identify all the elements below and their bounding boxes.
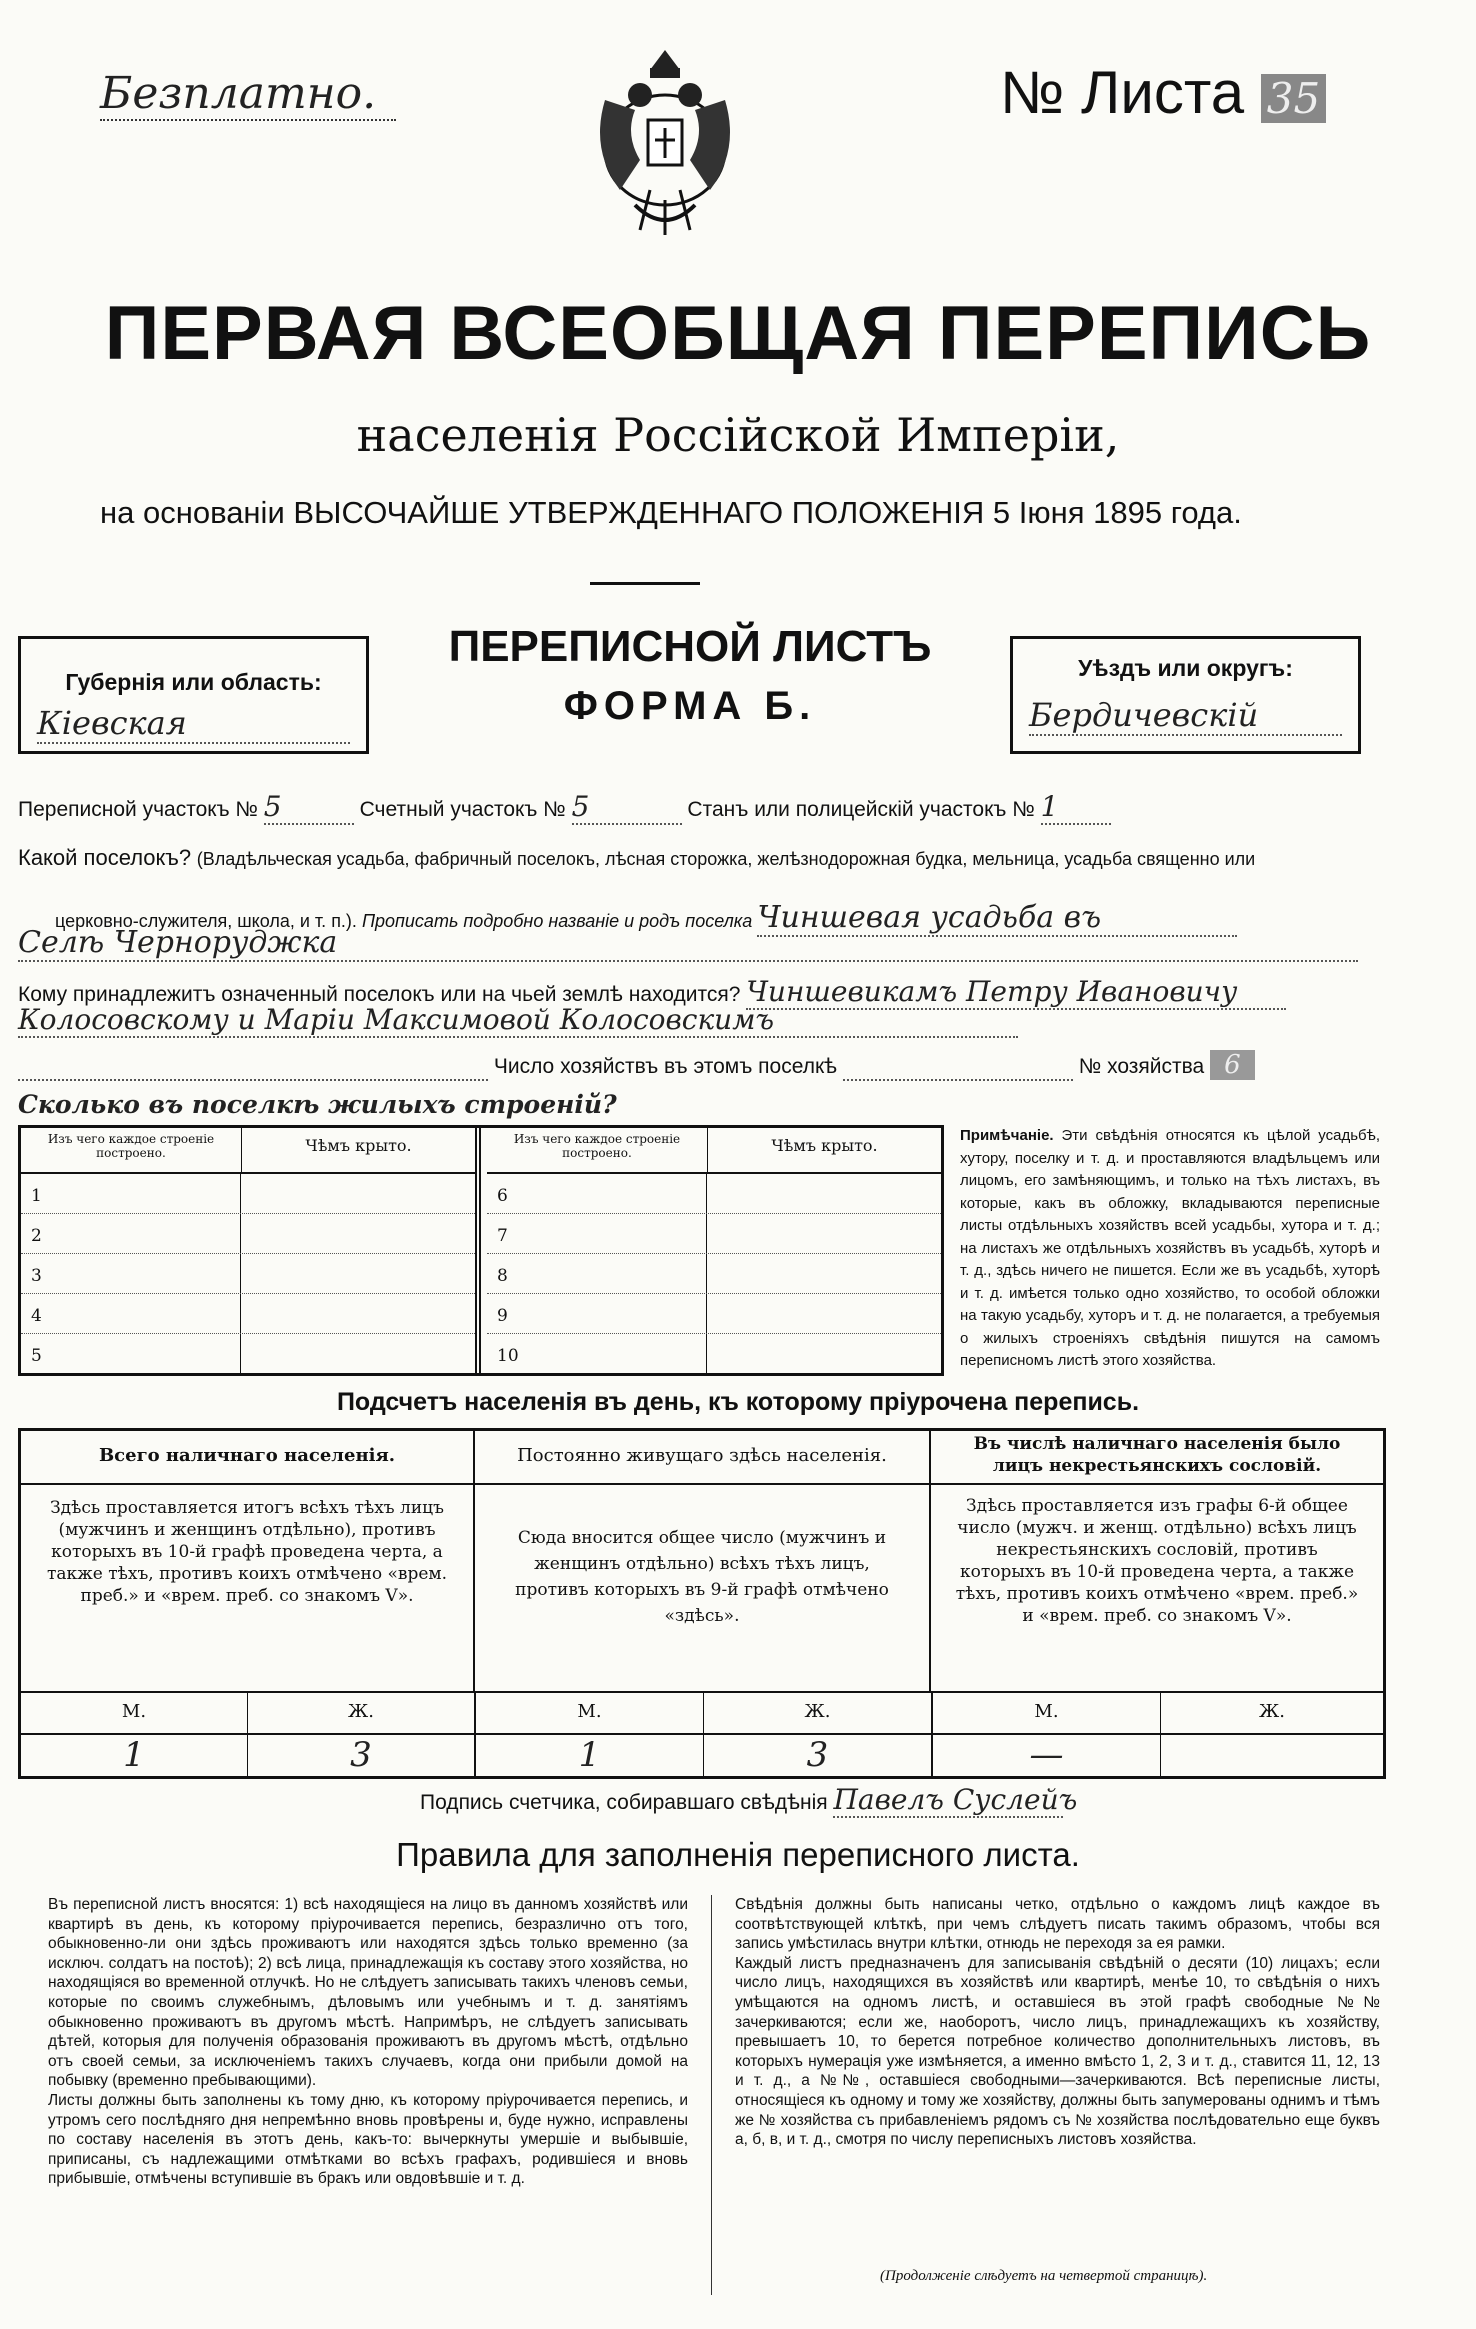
count-col-total <box>21 1431 475 1691</box>
buildings-left-table <box>21 1128 481 1373</box>
divider <box>590 582 700 585</box>
count-col-total-head: Всего наличнаго населенія. <box>21 1431 473 1485</box>
building-row-number: 6 <box>487 1174 707 1213</box>
building-row <box>21 1214 475 1254</box>
stan-label: Станъ или полицейскій участокъ № <box>687 798 1035 821</box>
building-row-number: 9 <box>487 1294 707 1333</box>
stan-value: 1 <box>1041 790 1111 825</box>
settlement-instruction: Прописать подробно названіе и родъ поселка <box>361 911 753 931</box>
settlement-value-2: Селѣ Черноруджка <box>18 925 1358 962</box>
count-value-noble-m: — <box>933 1735 1161 1778</box>
sheet-number <box>1000 58 1326 127</box>
count-col-permanent <box>475 1431 931 1691</box>
owner-label: Кому принадлежитъ означенный поселокъ или на чьей землѣ находится? <box>18 983 741 1006</box>
building-row-roof <box>707 1174 941 1213</box>
buildings-label: Сколько въ поселкѣ жилыхъ строеній? <box>18 1090 617 1119</box>
building-row <box>21 1174 475 1214</box>
m-label-1: М. <box>21 1693 248 1733</box>
count-col-noble-head: Въ числѣ наличнаго населенія было лицъ некрестьянскихъ сословій. <box>931 1431 1383 1485</box>
settlement-label: Какой поселокъ? <box>18 845 192 870</box>
settlement-value-1: Чиншевая усадьба въ <box>757 900 1237 937</box>
gubernia-label: Губернія или область: <box>65 669 322 695</box>
household-no-value: 6 <box>1210 1050 1255 1080</box>
building-row <box>487 1254 941 1294</box>
owner-value-2: Колосовскому и Маріи Максимовой Колосовскимъ <box>18 1003 1018 1038</box>
roof-header-2: Чѣмъ крыто. <box>771 1136 878 1155</box>
building-row <box>21 1254 475 1294</box>
basis-line: на основаніи ВЫСОЧАЙШЕ УТВЕРЖДЕННАГО ПОЛОЖЕНІЯ 5 Іюня 1895 года. <box>100 495 1242 530</box>
schetny-value: 5 <box>572 790 682 825</box>
building-row-number: 1 <box>21 1174 241 1213</box>
count-values <box>21 1735 1383 1778</box>
households-line <box>18 1050 1378 1081</box>
roof-header: Чѣмъ крыто. <box>305 1136 412 1155</box>
count-col-permanent-text: Сюда вносится общее число (мужчинъ и женщинъ отдѣльно) всѣхъ тѣхъ лицъ, противъ которыхъ въ 9-й графѣ отмѣчено «здѣсь». <box>515 1528 889 1626</box>
note <box>960 1125 1380 1373</box>
building-row-number: 2 <box>21 1214 241 1253</box>
rules-right: Свѣдѣнія должны быть написаны четко, отдѣльно о каждомъ лицѣ каждое въ соотвѣтствующей клѣткѣ, при чемъ слѣдуетъ писать такимъ образомъ, чтобы вся запись умѣстилась внутри клѣтки, отнюдь не переходя за ея рамки. Каждый листъ предназначенъ для записыванія свѣдѣній о десяти (10) лицахъ; если число лицъ, находящихся въ хозяйствѣ или квартирѣ, менѣе 10, то свѣдѣнія о нихъ умѣщаются на одномъ листѣ, и оставшіеся въ этой графѣ свободные №№ зачеркиваются; если же, наоборотъ, число лицъ, принадлежащихъ къ хозяйству, превышаетъ 10, то берется потребное количество дополнительныхъ листовъ, въ которыхъ нумерація уже измѣняется, а именно вмѣсто 1, 2, 3 и т. д., ставится 11, 12, 13 и т. д., а №№, оставшіеся свободными—зачеркиваются. Всѣ переписные листы, относящіеся къ одному и тому же хозяйству, должны быть запумерованы однимъ и тѣмъ же № хозяйства съ прибавленіемъ рядомъ съ № хозяйства послѣдовательно еще буквъ а, б, в, и т. д., смотря по числу переписныхъ листовъ хозяйства. <box>735 1896 1380 2149</box>
sheet-number-value: 35 <box>1261 74 1326 123</box>
page-subtitle: населенія Россійской Имперіи, <box>356 408 1120 462</box>
building-row <box>21 1294 475 1334</box>
form-name: ФОРМА Б. <box>563 684 817 728</box>
settlement-hint: (Владѣльческая усадьба, фабричный поселокъ, лѣсная сторожка, желѣзнодорожная будка, мельница, усадьба священно или <box>196 849 1256 869</box>
building-row <box>487 1334 941 1373</box>
building-row-number: 7 <box>487 1214 707 1253</box>
rules-continuation: (Продолженіе слѣдуетъ на четвертой страницѣ). <box>880 2268 1208 2284</box>
count-value-total-zh: 3 <box>248 1735 476 1778</box>
building-row-roof <box>241 1254 475 1293</box>
zh-label-1: Ж. <box>248 1693 476 1733</box>
count-mf-header <box>21 1693 1383 1735</box>
building-row-roof <box>707 1254 941 1293</box>
count-value-noble-zh <box>1161 1735 1383 1778</box>
owner-value-1: Чиншевикамъ Петру Ивановичу <box>746 975 1286 1010</box>
count-col-noble-text: Здѣсь проставляется изъ графы 6-й общее число (мужч. и женщ. отдѣльно) всѣхъ лицъ некрестьянскихъ сословій, противъ которыхъ въ 10-й проведена черта, а также тѣхъ, противъ коихъ отмѣчено «врем. преб.» и «врем. преб. со знакомъ V». <box>955 1496 1359 1626</box>
building-row-roof <box>241 1174 475 1213</box>
count-col-permanent-head: Постоянно живущаго здѣсь населенія. <box>475 1431 929 1485</box>
count-table <box>18 1428 1386 1779</box>
building-row-roof <box>241 1214 475 1253</box>
building-row-number: 10 <box>487 1334 707 1373</box>
building-row <box>487 1214 941 1254</box>
settlement-line <box>18 845 1398 871</box>
building-row <box>487 1174 941 1214</box>
note-title: Примѣчаніе. <box>960 1127 1054 1144</box>
building-row-roof <box>241 1334 475 1373</box>
signature-value: Павелъ Суслейъ <box>833 1783 1078 1816</box>
list-title: ПЕРЕПИСНОЙ ЛИСТЪ <box>448 622 932 671</box>
building-row-roof <box>707 1294 941 1333</box>
household-no-label: № хозяйства <box>1078 1055 1205 1078</box>
uchastok-value: 5 <box>264 790 354 825</box>
sheet-number-label: № Листа <box>1000 59 1245 126</box>
rules-title: Правила для заполненія переписного листа. <box>396 1836 1080 1873</box>
m-label-2: М. <box>476 1693 704 1733</box>
rules-left: Въ переписной листъ вносятся: 1) всѣ находящіеся на лицо въ данномъ хозяйствѣ или квартирѣ въ день, къ которому пріурочивается перепись, безразлично отъ того, обыкновенно-ли они здѣсь проживаютъ или находятся здѣсь только временно (за исключ. солдатъ на постоѣ); 2) всѣ лица, принадлежащія къ составу этого хозяйства, но находящіяся во временной отлучкѣ. Но не слѣдуетъ записывать такихъ членовъ семьи, которые по своимъ служебнымъ, дѣловымъ или учебнымъ и т. д. занятіямъ обыкновенно проживаютъ въ другомъ мѣстѣ. Напримѣръ, не слѣдуетъ записывать дѣтей, которыя для полученія образованія проживаютъ въ другомъ мѣстѣ, отдѣльно отъ своей семьи, за исключеніемъ такихъ случаевъ, когда они прибыли домой на побывку (временно пребывающими). Листы должны быть заполнены къ тому дню, къ которому пріурочивается перепись, и утромъ сего послѣдняго дня непремѣнно вновь провѣрены и, буде нужно, исправлены по составу населенія въ этотъ день, какъ-то: вычеркнуты умершіе и выбывшіе, приписаны, съ надлежащими отмѣтками во всѣхъ графахъ, родившіеся и вновь прибывшіе, отмѣчены вступившіе въ бракъ или овдовѣвшіе и т. д. <box>48 1896 688 2188</box>
building-row-number: 4 <box>21 1294 241 1333</box>
building-row <box>21 1334 475 1373</box>
building-row-roof <box>241 1294 475 1333</box>
count-title: Подсчетъ населенія въ день, къ которому пріурочена перепись. <box>336 1388 1140 1416</box>
count-value-perm-zh: 3 <box>704 1735 933 1778</box>
buildings-right-table <box>487 1128 941 1373</box>
buildings-table <box>18 1125 944 1376</box>
count-value-total-m: 1 <box>21 1735 248 1778</box>
m-label-3: М. <box>933 1693 1161 1733</box>
building-row-roof <box>707 1334 941 1373</box>
form-title-block <box>375 622 1005 729</box>
double-headed-eagle-emblem <box>580 40 750 240</box>
page-title: ПЕРВАЯ ВСЕОБЩАЯ ПЕРЕПИСЬ <box>104 291 1372 376</box>
note-text: Эти свѣдѣнія относятся къ цѣлой усадьбѣ, хутору, поселку и т. д. и проставляются владѣльцемъ или лицомъ, его замѣняющимъ, и только на тѣхъ листахъ, въ которые, какъ въ обложку, вкладываются переписные листы отдѣльныхъ хозяйствъ всей усадьбы, хутора и т. д.; на листахъ же отдѣльныхъ хозяйствъ въ усадьбѣ, хуторѣ и т. д., здѣсь ничего не пишется. Если же въ усадьбѣ, хуторѣ и т. д. имѣется только одно хозяйство, то особой обложки на такую усадьбу, хуторъ и т. д. не полагается, а требуемыя о жилыхъ строеніяхъ свѣдѣнія пишутся на самомъ переписномъ листѣ этого хозяйства. <box>960 1127 1380 1369</box>
building-row-number: 5 <box>21 1334 241 1373</box>
uchastok-line <box>18 790 1378 825</box>
uezd-value: Бердичевскій <box>1029 696 1342 736</box>
material-header: Изъ чего каждое строеніе построено. <box>21 1128 242 1172</box>
zh-label-3: Ж. <box>1259 1701 1285 1722</box>
zh-label-2: Ж. <box>704 1693 933 1733</box>
buildings-right-rows <box>487 1174 941 1373</box>
count-col-total-text: Здѣсь проставляется итогъ всѣхъ тѣхъ лицъ (мужчинъ и женщинъ отдѣльно), противъ которыхъ въ 10-й графѣ проведена черта, а также тѣхъ, противъ коихъ отмѣчено «врем. преб.» и «врем. преб. со знакомъ V». <box>46 1498 448 1606</box>
building-row <box>487 1294 941 1334</box>
settlement-hint-2: церковно-служителя, школа, и т. п.). <box>55 911 357 931</box>
material-header-2: Изъ чего каждое строеніе построено. <box>487 1128 708 1172</box>
uchastok-label: Переписной участокъ № <box>18 798 258 821</box>
buildings-left-rows <box>21 1174 475 1373</box>
signature-label: Подпись счетчика, собиравшаго свѣдѣнія <box>420 1791 828 1814</box>
households-label: Число хозяйствъ въ этомъ поселкѣ <box>493 1055 838 1078</box>
uezd-label: Уѣздъ или округъ: <box>1078 655 1293 681</box>
gubernia-box <box>18 636 369 754</box>
schetny-label: Счетный участокъ № <box>359 798 566 821</box>
free-label: Безплатно. <box>100 68 396 121</box>
gubernia-value: Кіевская <box>37 704 350 744</box>
count-col-noble <box>931 1431 1383 1691</box>
signature-line <box>420 1783 1078 1818</box>
rules-divider <box>711 1895 712 2295</box>
count-value-perm-m: 1 <box>476 1735 704 1778</box>
building-row-number: 3 <box>21 1254 241 1293</box>
uezd-box <box>1010 636 1361 754</box>
building-row-number: 8 <box>487 1254 707 1293</box>
building-row-roof <box>707 1214 941 1253</box>
